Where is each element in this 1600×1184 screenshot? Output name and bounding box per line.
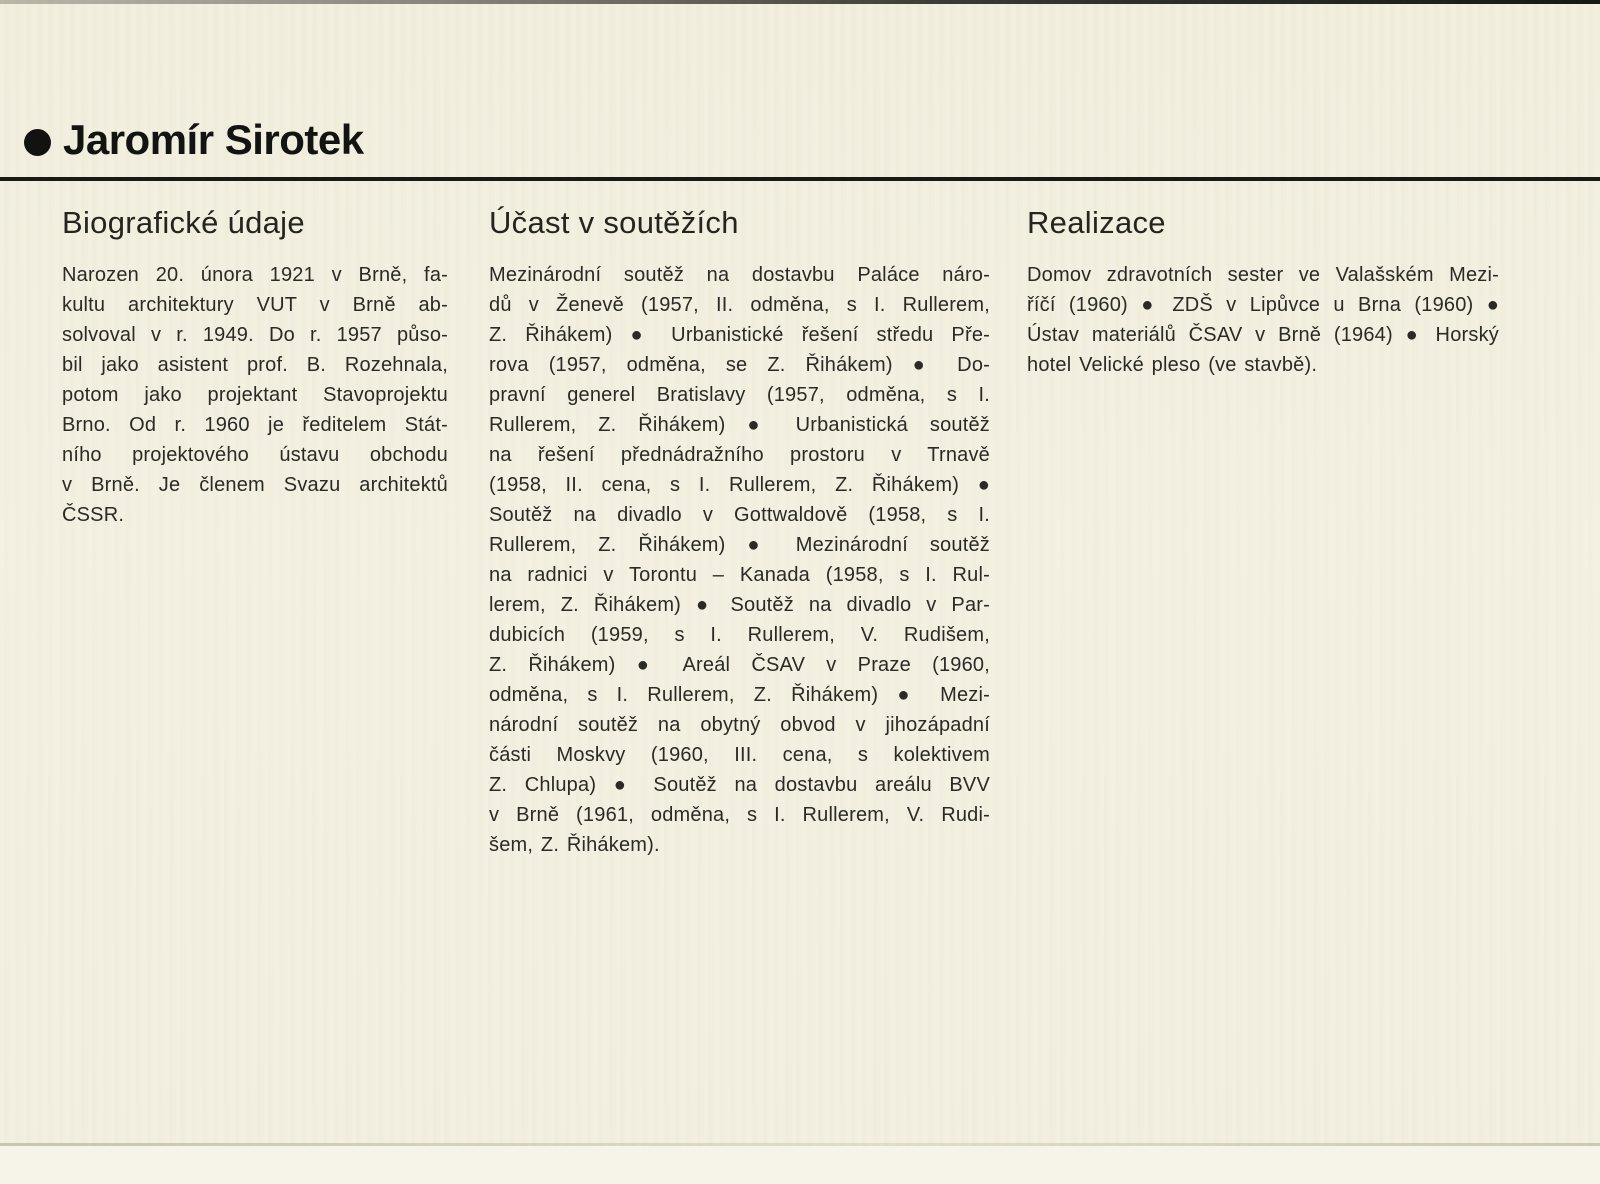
text-line: Ústav materiálů ČSAV v Brně (1964) ● Horský [1027,324,1499,346]
column-heading: Biografické údaje [62,205,305,240]
text-line: solvoval v r. 1949. Do r. 1957 půso- [62,324,448,346]
text-line: šem, Z. Řihákem). [489,834,660,856]
text-line: na radnici v Torontu – Kanada (1958, s I. Rul- [489,564,990,586]
text-line: na řešení přednádražního prostoru v Trnavě [489,444,990,466]
text-line: (1958, II. cena, s I. Rullerem, Z. Řihákem) ● [489,474,990,496]
text-line: části Moskvy (1960, III. cena, s kolektivem [489,744,990,766]
text-line: potom jako projektant Stavoprojektu [62,384,448,406]
text-line: ního projektového ústavu obchodu [62,444,448,466]
text-line: lerem, Z. Řihákem) ● Soutěž na divadlo v Par- [489,594,990,616]
text-line: Domov zdravotních sester ve Valašském Mezi- [1027,264,1499,286]
text-line: národní soutěž na obytný obvod v jihozápadní [489,714,990,736]
column-heading: Účast v soutěžích [489,205,739,240]
text-line: pravní generel Bratislavy (1957, odměna, s I. [489,384,990,406]
text-line: Narozen 20. února 1921 v Brně, fa- [62,264,448,286]
text-line: říčí (1960) ● ZDŠ v Lipůvce u Brna (1960) ● [1027,294,1499,316]
text-line: v Brně. Je členem Svazu architektů [62,474,448,496]
text-line: Z. Chlupa) ● Soutěž na dostavbu areálu BVV [489,774,990,796]
text-line: kultu architektury VUT v Brně ab- [62,294,448,316]
column-heading: Realizace [1027,205,1166,240]
page-bottom-edge [0,1146,1600,1184]
columns-area [0,204,1600,1104]
column-body [1027,260,1499,380]
text-line: Mezinárodní soutěž na dostavbu Paláce náro- [489,264,990,286]
text-line: Z. Řihákem) ● Areál ČSAV v Praze (1960, [489,654,990,676]
text-line: Brno. Od r. 1960 je ředitelem Stát- [62,414,448,436]
page-top-edge [0,0,1600,4]
page-title: Jaromír Sirotek [63,116,364,163]
text-line: Z. Řihákem) ● Urbanistické řešení středu Pře- [489,324,990,346]
column-competitions [489,204,990,860]
text-line: Rullerem, Z. Řihákem) ● Urbanistická soutěž [489,414,990,436]
title-bullet-icon [24,129,51,156]
text-line: Soutěž na divadlo v Gottwaldově (1958, s I. [489,504,990,526]
column-biographical-data [62,204,448,530]
column-body [489,260,990,860]
text-line: odměna, s I. Rullerem, Z. Řihákem) ● Mezi- [489,684,990,706]
text-line: dů v Ženevě (1957, II. odměna, s I. Rullerem, [489,294,990,316]
header-rule [0,177,1600,181]
column-body [62,260,448,530]
text-line: bil jako asistent prof. B. Rozehnala, [62,354,448,376]
text-line: rova (1957, odměna, se Z. Řihákem) ● Do- [489,354,990,376]
text-line: ČSSR. [62,504,125,526]
text-line: Rullerem, Z. Řihákem) ● Mezinárodní soutěž [489,534,990,556]
text-line: v Brně (1961, odměna, s I. Rullerem, V. Rudi- [489,804,990,826]
column-realizations [1027,204,1499,380]
text-line: dubicích (1959, s I. Rullerem, V. Rudišem, [489,624,990,646]
text-line: hotel Velické pleso (ve stavbě). [1027,354,1318,376]
